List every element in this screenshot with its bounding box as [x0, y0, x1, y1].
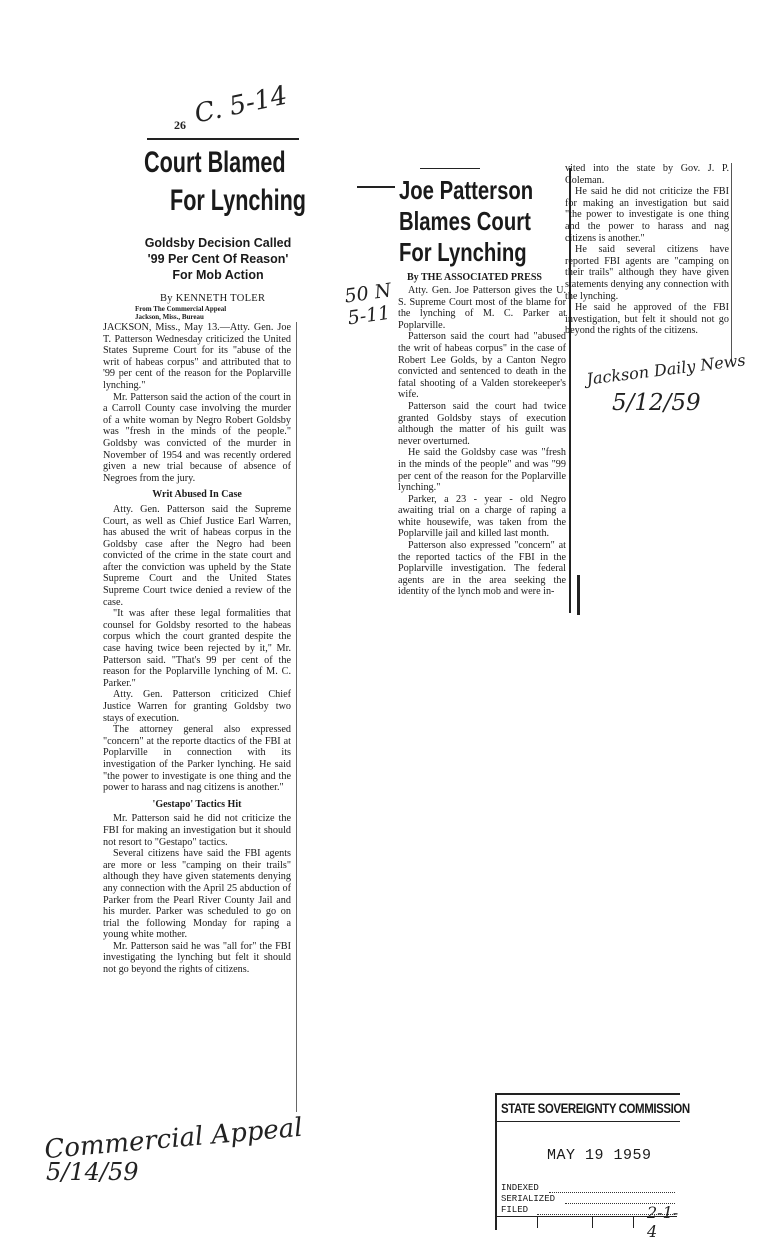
- stamp-tick: [537, 1216, 538, 1228]
- right-article-col2: [565, 163, 729, 337]
- left-subhead-writ: Writ Abused In Case: [152, 489, 242, 501]
- subheadline-line2: '99 Per Cent Of Reason': [147, 252, 289, 266]
- right-paragraph: He said he approved of the FBI investigation, but felt it should not go beyond the rights of the citizens.: [565, 302, 729, 337]
- left-paragraph: Mr. Patterson said he did not criticize the FBI for making an investigation but it should not resort to "Gestapo" tactics.: [103, 813, 291, 848]
- handwritten-commercial-appeal: Commercial Appeal: [43, 1112, 304, 1166]
- left-subhead-gestapo: 'Gestapo' Tactics Hit: [152, 798, 242, 810]
- stamp-indexed-line: [549, 1192, 675, 1193]
- right-byline: By THE ASSOCIATED PRESS: [407, 272, 542, 283]
- left-headline-line1: Court Blamed: [144, 146, 286, 179]
- left-byline: By KENNETH TOLER: [160, 293, 266, 304]
- right-headline-line2: Blames Court: [399, 206, 531, 236]
- handwritten-date-top: C. 5-14: [191, 80, 291, 130]
- right-top-rule: [420, 168, 480, 169]
- left-paragraph: Atty. Gen. Patterson said the Supreme Court, as well as Chief Justice Earl Warren, has abused the writ of habeas corpus in the Goldsby case after the Negro had been convicted of the crime in the state court and after the conviction was upheld by the State Supreme Court and the United States Supreme Court twice denied a review of the case.: [103, 503, 291, 608]
- right-paragraph: Patterson said the court had "abused the writ of habeas corpus" in the case of Robert Lee Golds, by a Canton Negro convicted and sentenced to death in the fatal shooting of a Valden storekeeper's wife.: [398, 331, 566, 401]
- handwritten-date-left: 5/14/59: [46, 1158, 139, 1186]
- source-line1: From The Commercial Appeal: [135, 305, 227, 313]
- left-paragraph: Several citizens have said the FBI agents are more or less "camping on their trails" although they have given statements denying any connection with the April 25 abduction of Parker from the Pearl River County Jail and his murder. Parker was scheduled to go on trial the following Monday for raping a young white mother.: [103, 848, 291, 941]
- subheadline-line1: Goldsby Decision Called: [144, 236, 292, 250]
- right-paragraph: He said he did not criticize the FBI for making an investigation but said "the power to investigate is one thing and the power to harass and nag citizens is another.": [565, 186, 729, 244]
- stamp-indexed: INDEXED: [501, 1183, 539, 1193]
- handwritten-margin-note: 50 N 5-11: [343, 279, 393, 330]
- stamp-tick: [633, 1216, 634, 1228]
- stamp-title: STATE SOVEREIGNTY COMMISSION: [501, 1100, 690, 1116]
- right-article-col1: [398, 285, 566, 598]
- left-subheadline: [134, 235, 302, 283]
- stamp-handwritten-number: 2-1-4: [647, 1203, 679, 1241]
- left-column-edge: [296, 322, 297, 1112]
- right-paragraph: Atty. Gen. Joe Patterson gives the U. S. Supreme Court most of the blame for the lynching of M. C. Parker at Poplarville.: [398, 285, 566, 331]
- page-number: 26: [174, 118, 186, 132]
- right-paragraph: Patterson said the court had twice granted Goldsby stays of execution although the matter of his guilt was never overturned.: [398, 400, 566, 447]
- right-paragraph: vited into the state by Gov. J. P. Coleman.: [565, 163, 729, 186]
- stamp-tick: [592, 1216, 593, 1228]
- left-paragraph: Mr. Patterson said he was "all for" the FBI investigating the lynching but felt it should not go beyond the rights of citizens.: [103, 940, 291, 976]
- right-paragraph: He said the Goldsby case was "fresh in the minds of the people" and was "99 per cent of the reason for the Poplarville lynching.": [398, 447, 566, 494]
- left-paragraph: Atty. Gen. Patterson criticized Chief Justice Warren for granting Goldsby two stays of execution.: [103, 689, 291, 724]
- top-rule: [147, 138, 299, 140]
- handwritten-date-right: 5/12/59: [612, 390, 701, 416]
- left-paragraph: JACKSON, Miss., May 13.—Atty. Gen. Joe T. Patterson Wednesday criticized the United States Supreme Court for its "abuse of the writ of habeas corpus" and attributed that to '99 per cent of the reason for the Poplarville lynching.": [103, 322, 291, 391]
- handwritten-jackson-daily-news: Jackson Daily News: [585, 350, 747, 389]
- right-paragraph: Parker, a 23 - year - old Negro awaiting trial on a charge of raping a white housewife, was taken from the Poplarville jail and killed last month.: [398, 493, 566, 540]
- source-line2: Jackson, Miss., Bureau: [135, 312, 204, 321]
- stamp-filed: FILED: [501, 1205, 529, 1215]
- stamp-title-rule: [497, 1121, 680, 1122]
- stamp-serialized: SERIALIZED: [501, 1194, 556, 1204]
- left-paragraph: "It was after these legal formalities that counsel for Goldsby resorted to the habeas corpus which the court granted despite the case having twice been rejected by it," Mr. Patterson said. "That's 99 per cent of the reason for the Poplarville lynching of M. C. Parker.": [103, 608, 291, 689]
- right-headline-line1: Joe Patterson: [399, 175, 534, 205]
- stamp-date: MAY 19 1959: [547, 1147, 652, 1164]
- right-paragraph: He said several citizens have reported FBI agents are "camping on their trails" although they have given statements denying any connection with the lynching.: [565, 244, 729, 302]
- left-article-body: [103, 322, 291, 976]
- right-headline-line3: For Lynching: [399, 237, 527, 267]
- left-paragraph: The attorney general also expressed "concern" at the reporte dtactics of the FBI at Poplarville in connection with its investigation of the Parker lynching. He said "the power to investigate is one thing and the power to harass and nag citizens is another.": [103, 724, 291, 794]
- left-source: [135, 306, 226, 321]
- left-paragraph: Mr. Patterson said the action of the court in a Carroll County case involving the murder of a white woman by Negro Robert Goldsby was "fresh in the minds of the people." Goldsby was convicted of the murder in November of 1954 and was recently ordered given a new trial because of absence of Negroes from the jury.: [103, 391, 291, 484]
- sovereignty-commission-stamp: [495, 1093, 690, 1241]
- right-col2-edge: [731, 163, 732, 361]
- right-column-edge: [577, 575, 580, 615]
- subheadline-line3: For Mob Action: [172, 268, 264, 282]
- right-headline-dash: [357, 186, 395, 188]
- right-paragraph: Patterson also expressed "concern" at the reported tactics of the FBI in the Poplarville investigation. The federal agents are in the area seeking the identity of the lynch mob and were in-: [398, 540, 566, 598]
- left-headline-line2: For Lynching: [170, 184, 307, 217]
